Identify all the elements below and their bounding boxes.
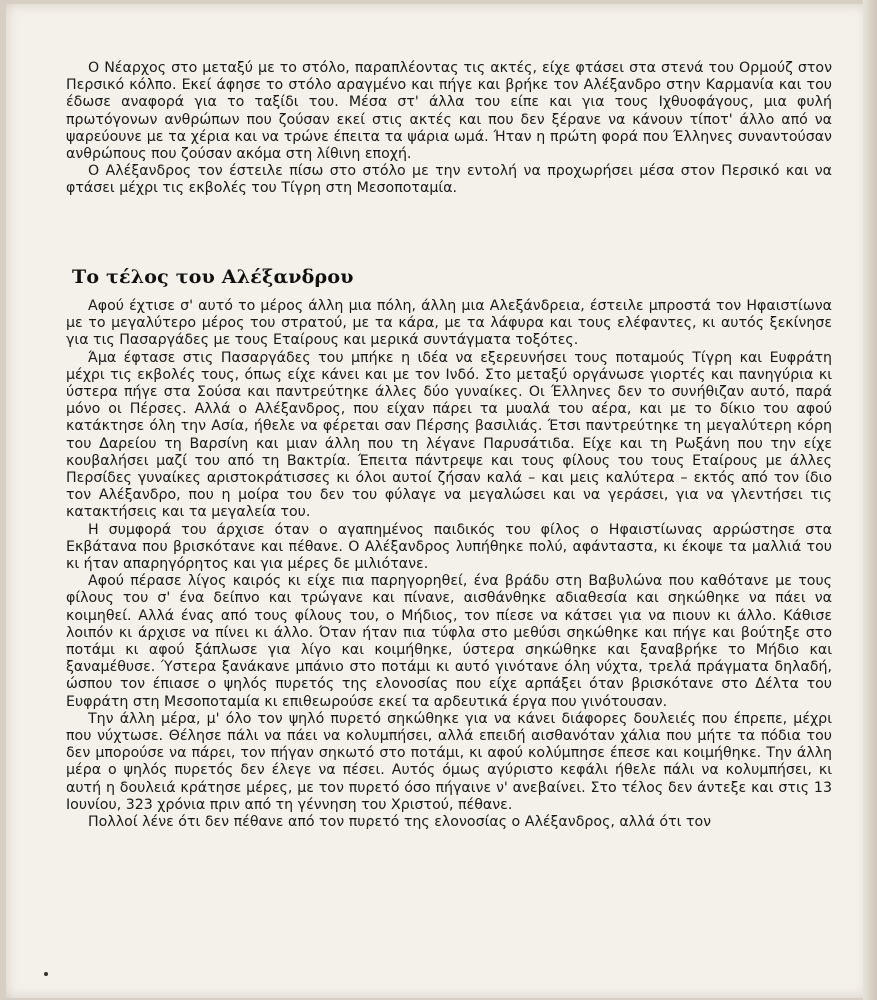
section-nearchus bbox=[66, 60, 832, 198]
ink-dot bbox=[44, 972, 48, 976]
paragraph: Ο Νέαρχος στο μεταξύ με το στόλο, παραπλέοντας τις ακτές, είχε φτάσει στα στενά του Ορμούζ στον Περσικό κόλπο. Εκεί άφησε το στόλο αραγμένο και πήγε και βρήκε τον Αλέξανδρο στην Καρμανία και του έδωσε αναφορά για το ταξίδι του. Μέσα στ' άλλα του είπε και για τους Ιχθυοφάγους, μια φυλή πρωτόγονων ανθρώπων που ζούσαν εκεί στις ακτές και που δεν ξέρανε να κάνουν τίποτ' άλλο από να ψαρεύουνε με τα χέρια και να τρώνε έπειτα τα ψάρια ωμά. Ήταν η πρώτη φορά που Έλληνες συναντούσαν ανθρώπους που ζούσαν ακόμα στη λίθινη εποχή. bbox=[66, 60, 832, 163]
paragraph: Πολλοί λένε ότι δεν πέθανε από τον πυρετό της ελονοσίας ο Αλέξανδρος, αλλά ότι τον bbox=[88, 814, 712, 831]
paragraph: Αφού έχτισε σ' αυτό το μέρος άλλη μια πόλη, άλλη μια Αλεξάνδρεια, έστειλε μπροστά τον Ηφαιστίωνα με το μεγαλύτερο μέρος του στρατού, με τα κάρα, με τα λάφυρα και τους ελέφαντες, κι αυτός ξεκίνησε για τις Πασαργάδες με τους Εταίρους και μερικά συντάγματα τοξότες. bbox=[66, 298, 832, 349]
section-heading: Το τέλος του Αλέξανδρου bbox=[72, 266, 354, 288]
paragraph: Ο Αλέξανδρος τον έστειλε πίσω στο στόλο με την εντολή να προχωρήσει μέσα στον Περσικό και να φτάσει μέχρι τις εκβολές του Τίγρη στη Μεσοποταμία. bbox=[66, 163, 832, 197]
paragraph: Την άλλη μέρα, μ' όλο τον ψηλό πυρετό σηκώθηκε για να κάνει διάφορες δουλειές που έπρεπε, μέχρι που νύχτωσε. Θέλησε πάλι να πάει να κολυμπήσει, αλλά επειδή αισθανόταν χάλια που μήτε τα πόδια του δεν μπορούσε να πάρει, τον πήγαν σηκωτό στο ποτάμι, κι αφού κολύμπησε έπεσε και κοιμήθηκε. Την άλλη μέρα ο ψηλός πυρετός δεν έλεγε να πέσει. Αυτός όμως αγύριστο κεφάλι ήθελε πάλι να κολυμπήσει, κι αυτή η δουλειά κράτησε μέρες, με τον πυρετό όσο πήγαινε ν' ανεβαίνει. Στο τέλος δεν άντεξε και στις 13 Ιουνίου, 323 χρόνια πριν από τη γέννηση του Χριστού, πέθανε. bbox=[66, 710, 832, 813]
page-edge bbox=[863, 0, 877, 1000]
paragraph: Η συμφορά του άρχισε όταν ο αγαπημένος παιδικός του φίλος ο Ηφαιστίωνας αρρώστησε στα Εκβάτανα που βρισκότανε και πέθανε. Ο Αλέξανδρος λυπήθηκε πολύ, αφάνταστα, κι έκοψε τα μαλλιά του κι ήταν απαρηγόρητος και για μέρες δε μιλιότανε. bbox=[66, 521, 832, 573]
paragraph: Άμα έφτασε στις Πασαργάδες του μπήκε η ιδέα να εξερευνήσει τους ποταμούς Τίγρη και Ευφράτη μέχρι τις εκβολές τους, όπως είχε κάνει και με τον Ινδό. Στο μεταξύ οργάνωσε γιορτές και πανηγύρια κι ύστερα πήγε στα Σούσα και παντρεύτηκε άλλες δύο γυναίκες. Οι Έλληνες δεν το συνήθιζαν αυτό, παρά μόνο οι Πέρσες. Αλλά ο Αλέξανδρος, που είχαν πάρει τα μυαλά του αέρα, και με το δίκιο του αφού κατάκτησε όλη την Ασία, ήθελε να φέρεται σαν Πέρσης βασιλιάς. Έτσι παντρεύτηκε τη μεγαλύτερη κόρη του Δαρείου τη Βαρσίνη και μιαν άλλη που τη λέγανε Παρυσάτιδα. Είχε και τη Ρωξάνη που την είχε κουβαλήσει μαζί του από τη Βακτρία. Έπειτα πάντρεψε και τους φίλους του τους Εταίρους με άλλες Περσίδες γυναίκες αριστοκράτισσες κι όλοι αυτοί ζήσαν καλά – και μεις καλύτερα – εκτός από τον ίδιο τον Αλέξανδρο, που η μοίρα του δεν του φύλαγε να μεγαλώσει και να γεράσει, για να γλεντήσει τις κατακτήσεις και τα μεγαλεία του. bbox=[66, 349, 832, 521]
section-end-of-alexander bbox=[66, 298, 832, 831]
paragraph: Αφού πέρασε λίγος καιρός κι είχε πια παρηγορηθεί, ένα βράδυ στη Βαβυλώνα που καθότανε με τους φίλους του σ' ένα δείπνο και τρώγανε και πίνανε, αισθάνθηκε αδιαθεσία και σηκώθηκε να πάει να κοιμηθεί. Αλλά ένας από τους φίλους του, ο Μήδιος, τον πίεσε να κάτσει για να πιουν κι άλλο. Κάθισε λοιπόν κι άρχισε να πίνει κι άλλο. Όταν ήταν πια τύφλα στο μεθύσι σηκώθηκε και πήγε και βούτηξε στο ποτάμι κι αφού ξάπλωσε για λίγο και κοιμήθηκε, ύστερα σηκώθηκε και ξαναβρήκε το Μήδιο και ξαναμέθυσε. Ύστερα ξανάκανε μπάνιο στο ποτάμι κι αυτό γινότανε όλη νύχτα, τρελά πράγματα δηλαδή, ώσπου τον έπιασε ο ψηλός πυρετός της ελονοσίας που είχε αρπάξει όταν βρισκότανε στο Δέλτα του Ευφράτη στη Μεσοποταμία κι επιθεωρούσε εκεί τα αρδευτικά έργα που γινότουσαν. bbox=[66, 573, 832, 710]
book-page bbox=[6, 4, 868, 998]
